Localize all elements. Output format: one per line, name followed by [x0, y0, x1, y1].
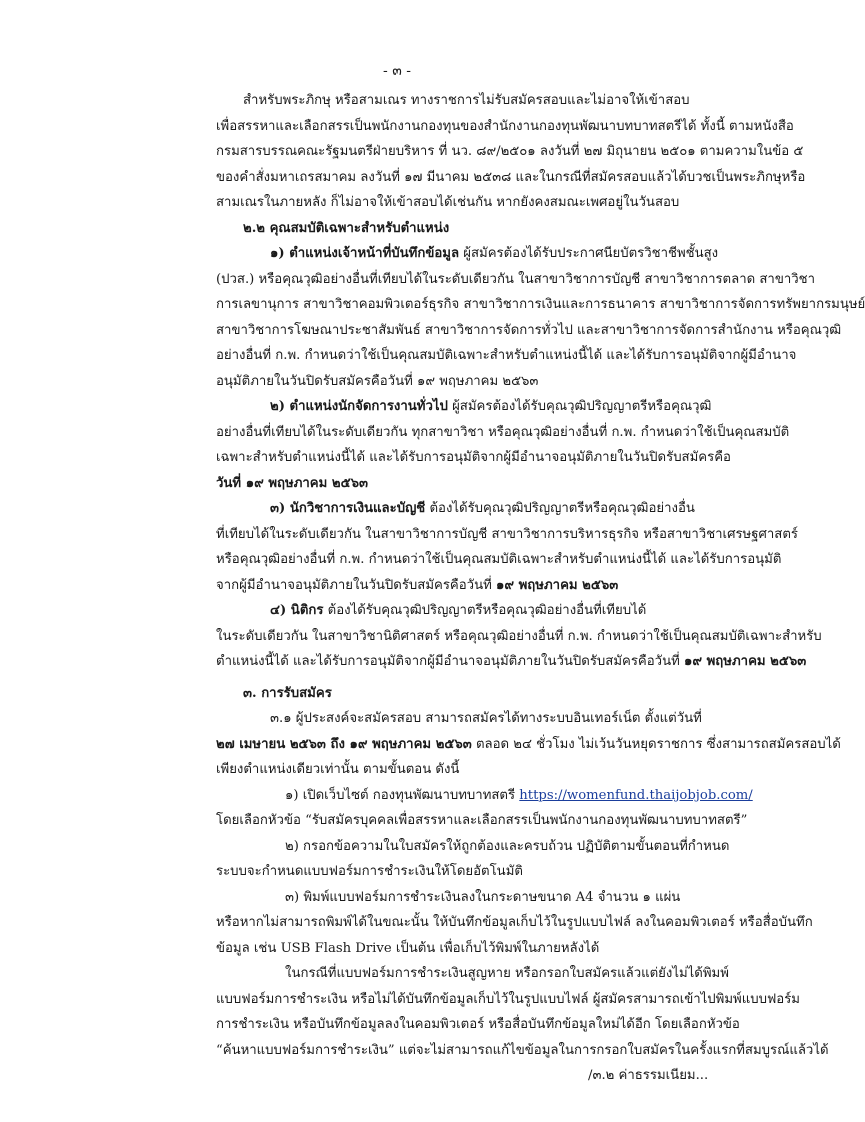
monk-paragraph-line-4: ของคำสั่งมหาเถรสมาคม ลงวันที่ ๑๗ มีนาคม ๒๕๓๘ และในกรณีที่สมัครสอบแล้วได้บวชเป็นพระภิกษุหรือ — [216, 169, 806, 185]
lost-form-line-2: แบบฟอร์มการชำระเงิน หรือไม่ได้บันทึกข้อมูลเก็บไว้ในรูปแบบไฟล์ ผู้สมัครสามารถเข้าไปพิมพ์แบบฟอร์ม — [216, 991, 800, 1007]
item4-first-line — [270, 598, 646, 624]
step2-line-2: ระบบจะกำหนดแบบฟอร์มการชำระเงินให้โดยอัตโนมัติ — [216, 864, 523, 879]
monk-paragraph-line-1: สำหรับพระภิกษุ หรือสามเณร ทางราชการไม่รับสมัครสอบและไม่อาจให้เข้าสอบ — [243, 93, 690, 108]
item1-line-3: การเลขานุการ สาขาวิชาคอมพิวเตอร์ธุรกิจ สาขาวิชาการเงินและการธนาคาร สาขาวิชาการจัดการทรัพยากรมนุษย์ — [216, 297, 865, 312]
step3-line-3: ข้อมูล เช่น USB Flash Drive เป็นต้น เพื่อเก็บไว้พิมพ์ในภายหลังได้ — [216, 940, 600, 956]
item4-date: ๑๙ พฤษภาคม ๒๕๖๓ — [683, 654, 807, 669]
section-heading-3: ๓. การรับสมัคร — [243, 685, 332, 701]
item2-line-3: เฉพาะสำหรับตำแหน่งนี้ได้ และได้รับการอนุมัติจากผู้มีอำนาจอนุมัติภายในวันปิดรับสมัครคือ — [216, 450, 731, 465]
continuation-marker: /๓.๒ ค่าธรรมเนียม... — [588, 1068, 709, 1083]
item4-text: ต้องได้รับคุณวุฒิปริญญาตรีหรือคุณวุฒิอย่างอื่นที่เทียบได้ — [323, 603, 647, 618]
item1-first-line — [270, 241, 718, 267]
item2-date: วันที่ ๑๙ พฤษภาคม ๒๕๖๓ — [216, 475, 368, 491]
item4-line-2: ในระดับเดียวกัน ในสาขาวิชานิติศาสตร์ หรือคุณวุฒิอย่างอื่นที่ ก.พ. กำหนดว่าใช้เป็นคุณสมบัติเฉพาะสำหรับ — [216, 628, 822, 644]
item4-line-3 — [216, 649, 806, 675]
item3-last-text: จากผู้มีอำนาจอนุมัติภายในวันปิดรับสมัครคือวันที่ — [216, 577, 496, 593]
item3-title: ๓) นักวิชาการเงินและบัญชี — [270, 501, 426, 516]
item1-line-5: อย่างอื่นที่ ก.พ. กำหนดว่าใช้เป็นคุณสมบัติเฉพาะสำหรับตำแหน่งนี้ได้ และได้รับการอนุมัติจากผู้มีอำนาจ — [216, 348, 797, 363]
item4-last-text: ตำแหน่งนี้ได้ และได้รับการอนุมัติจากผู้มีอำนาจอนุมัติภายในวันปิดรับสมัครคือวันที่ — [216, 654, 684, 669]
item1-text: ผู้สมัครต้องได้รับประกาศนียบัตรวิชาชีพชั้นสูง — [459, 246, 719, 261]
item3-text: ต้องได้รับคุณวุฒิปริญญาตรีหรือคุณวุฒิอย่างอื่น — [425, 501, 695, 516]
lost-form-line-4: “ค้นหาแบบฟอร์มการชำระเงิน” แต่จะไม่สามารถแก้ไขข้อมูลในการกรอกใบสมัครในครั้งแรกที่สมบูรณ์แล้วได้ — [216, 1042, 829, 1058]
s31-text: ตลอด ๒๔ ชั่วโมง ไม่เว้นวันหยุดราชการ ซึ่งสามารถสมัครสอบได้ — [471, 736, 841, 752]
website-link[interactable]: https://womenfund.thaijobjob.com/ — [519, 787, 753, 803]
section-heading-2-2: ๒.๒ คุณสมบัติเฉพาะสำหรับตำแหน่ง — [243, 220, 450, 236]
item3-line-4 — [216, 573, 618, 599]
step2-line-1: ๒) กรอกข้อความในใบสมัครให้ถูกต้องและครบถ้วน ปฏิบัติตามขั้นตอนที่กำหนด — [285, 838, 730, 854]
s31-line-1: ๓.๑ ผู้ประสงค์จะสมัครสอบ สามารถสมัครได้ทางระบบอินเทอร์เน็ต ตั้งแต่วันที่ — [270, 711, 702, 726]
item2-text: ผู้สมัครต้องได้รับคุณวุฒิปริญญาตรีหรือคุณวุฒิ — [447, 399, 712, 414]
item1-line-4: สาขาวิชาการโฆษณาประชาสัมพันธ์ สาขาวิชาการจัดการทั่วไป และสาขาวิชาการจัดการสำนักงาน หรือคุณวุฒิ — [216, 322, 842, 338]
item3-line-3: หรือคุณวุฒิอย่างอื่นที่ ก.พ. กำหนดว่าใช้เป็นคุณสมบัติเฉพาะสำหรับตำแหน่งนี้ได้ และได้รับการอนุมัติ — [216, 552, 782, 567]
item3-first-line — [270, 496, 695, 522]
monk-paragraph-line-3: กรมสารบรรณคณะรัฐมนตรีฝ่ายบริหาร ที่ นว. ๘๙/๒๕๐๑ ลงวันที่ ๒๗ มิถุนายน ๒๕๐๑ ตามความในข้อ ๕ — [216, 144, 804, 159]
item3-date: ๑๙ พฤษภาคม ๒๕๖๓ — [495, 577, 619, 593]
monk-paragraph-line-2: เพื่อสรรหาและเลือกสรรเป็นพนักงานกองทุนของสำนักงานกองทุนพัฒนาบทบาทสตรีได้ ทั้งนี้ ตามหนังสือ — [216, 118, 794, 134]
s31-date-range: ๒๗ เมษายน ๒๕๖๓ ถึง ๑๙ พฤษภาคม ๒๕๖๓ — [216, 736, 472, 752]
item1-line-6: อนุมัติภายในวันปิดรับสมัครคือวันที่ ๑๙ พฤษภาคม ๒๕๖๓ — [216, 373, 539, 389]
monk-paragraph-line-5: สามเณรในภายหลัง ก็ไม่อาจให้เข้าสอบได้เช่นกัน หากยังคงสมณะเพศอยู่ในวันสอบ — [216, 195, 680, 210]
item4-title: ๔) นิติกร — [270, 603, 324, 618]
lost-form-line-3: การชำระเงิน หรือบันทึกข้อมูลลงในคอมพิวเตอร์ หรือสื่อบันทึกข้อมูลใหม่ได้อีก โดยเลือกหัวข้อ — [216, 1017, 740, 1032]
item2-first-line — [270, 394, 711, 420]
item3-line-2: ที่เทียบได้ในระดับเดียวกัน ในสาขาวิชาการบัญชี สาขาวิชาการบริหารธุรกิจ หรือสาขาวิชาเศรษฐศาสตร์ — [216, 526, 798, 542]
s31-line-3: เพียงตำแหน่งเดียวเท่านั้น ตามขั้นตอน ดังนี้ — [216, 762, 460, 777]
page-number: - ๓ - — [383, 63, 411, 79]
item2-title: ๒) ตำแหน่งนักจัดการงานทั่วไป — [270, 399, 448, 414]
step1-line-2: โดยเลือกหัวข้อ “รับสมัครบุคคลเพื่อสรรหาและเลือกสรรเป็นพนักงานกองทุนพัฒนาบทบาทสตรี” — [216, 813, 748, 828]
step1-text: ๑) เปิดเว็บไซต์ กองทุนพัฒนาบทบาทสตรี — [285, 787, 520, 803]
item1-title: ๑) ตำแหน่งเจ้าหน้าที่บันทึกข้อมูล — [270, 246, 460, 261]
item1-line-2: (ปวส.) หรือคุณวุฒิอย่างอื่นที่เทียบได้ในระดับเดียวกัน ในสาขาวิชาการบัญชี สาขาวิชาการตลาด สาขาวิชา — [216, 271, 815, 287]
step1-line-1 — [285, 783, 753, 809]
lost-form-line-1: ในกรณีที่แบบฟอร์มการชำระเงินสูญหาย หรือกรอกใบสมัครแล้วแต่ยังไม่ได้พิมพ์ — [285, 966, 729, 981]
step3-line-2: หรือหากไม่สามารถพิมพ์ได้ในขณะนั้น ให้บันทึกข้อมูลเก็บไว้ในรูปแบบไฟล์ ลงในคอมพิวเตอร์ หรือสื่อบันทึก — [216, 915, 813, 930]
s31-line-2 — [216, 732, 841, 758]
item2-line-2: อย่างอื่นที่เทียบได้ในระดับเดียวกัน ทุกสาขาวิชา หรือคุณวุฒิอย่างอื่นที่ ก.พ. กำหนดว่าใช้เป็นคุณสมบัติ — [216, 424, 790, 440]
step3-line-1: ๓) พิมพ์แบบฟอร์มการชำระเงินลงในกระดาษขนาด A4 จำนวน ๑ แผ่น — [285, 889, 681, 905]
